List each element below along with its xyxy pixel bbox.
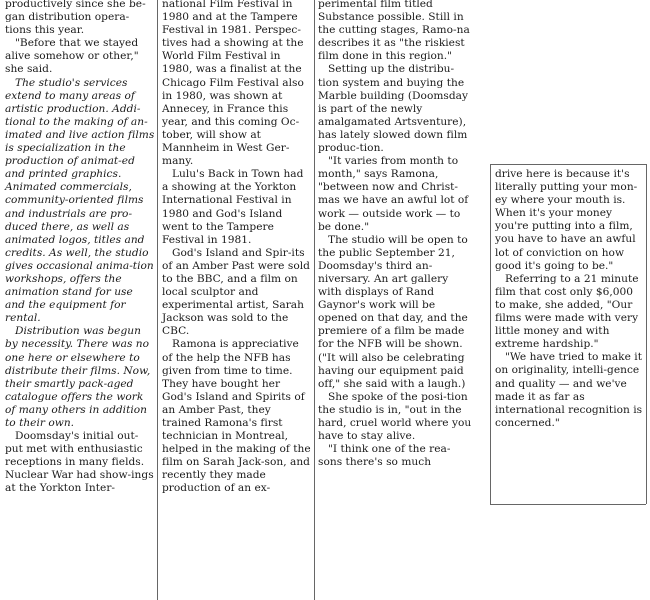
article-column-4	[495, 168, 645, 430]
paragraph: national Film Festival in 1980 and at the Tampere Festival in 1981. Perspec-tives had a showing at the World Film Festival in 1980, was a finalist at the Chicago Film Festival also in 1980, was shown at Annecey, in France this year, and this coming Oc-tober, will show at Mannheim in West Ger-many.	[162, 0, 304, 168]
paragraph: "It varies from month to month," says Ramona, "between now and Christ-mas we have an awful lot of work — outside work — to be done."	[318, 155, 469, 233]
paragraph: Distribution was begun by necessity. There was no one here or elsewhere to distribute their films. Now, their smartly pack-aged catalogue offers the work of many others in addition to their own.	[5, 325, 151, 429]
clipping-edge-bottom	[490, 504, 646, 505]
clipping-edge-left	[490, 164, 491, 504]
paragraph: "Before that we stayed alive somehow or other," she said.	[5, 37, 139, 76]
paragraph: Setting up the distribu-tion system and buying the Marble building (Doomsday is part of the newly amalgamated Artsventure), has lately slowed down film produc-tion.	[318, 63, 469, 155]
column-rule	[314, 0, 315, 600]
paragraph: Ramona is appreciative of the help the NFB has given from time to time. They have bought her God's Island and Spirits of an Amber Past, they trained Ramona's first technician in Montreal, helped in the making of the film on Sarah Jack-son, and recently they made production of an ex-	[162, 338, 311, 495]
paragraph: productively since she be-gan distribution opera-tions this year.	[5, 0, 146, 37]
paragraph: The studio will be open to the public September 21, Doomsday's third an-niversary. An art gallery with displays of Rand Gaynor's work will be opened on that day, and the premiere of a film be made for the NFB will be shown. ("It will also be celebrating having our equipment paid off," she said with a laugh.)	[318, 233, 468, 390]
article-column-1	[5, 0, 155, 496]
paragraph: Doomsday's initial out-put met with enthusiastic receptions in many fields. Nuclear War had show-ings at the Yorkton Inter-	[5, 430, 154, 495]
column-rule	[157, 0, 158, 600]
paragraph: She spoke of the posi-tion the studio is in, "out in the hard, cruel world where you have to stay alive.	[318, 390, 472, 443]
paragraph: "We have tried to make it on originality, intelli-gence and quality — and we've made it as far as international recognition is concerned."	[495, 351, 643, 429]
paragraph: God's Island and Spir-its of an Amber Past were sold to the BBC, and a film on local sculptor and experimental artist, Sarah Jackson was sold to the CBC.	[162, 246, 310, 338]
paragraph: perimental film titled Substance possible. Still in the cutting stages, Ramo-na describes it as "the riskiest film done in this region."	[318, 0, 470, 63]
article-column-2	[162, 0, 312, 496]
paragraph: Referring to a 21 minute film that cost only $6,000 to make, she added, "Our films were made with very little money and with extreme hardship."	[495, 272, 639, 351]
clipping-edge-right	[646, 164, 647, 504]
paragraph: "I think one of the rea-sons there's so much	[318, 443, 451, 469]
paragraph: The studio's services extend to many areas of artistic production. Addi-tional to the making of an-imated and live action films is specialization in the production of animat-ed and printed graphics. Animated commercials, community-oriented films and industrials are pro-duced there, as well as animated logos, titles and credits. As well, the studio gives occasional anima-tion workshops, offers the animation stand for use and the equipment for rental.	[5, 76, 155, 325]
paragraph: Lulu's Back in Town had a showing at the Yorkton International Festival in 1980 and God's Island went to the Tampere Festival in 1981.	[162, 168, 304, 246]
article-column-3	[318, 0, 473, 469]
clipping-edge-top	[490, 164, 646, 165]
paragraph: drive here is because it's literally putting your mon-ey where your mouth is. When it's your money you're putting into a film, you have to have an awful lot of conviction on how good it's going to be."	[495, 168, 638, 272]
